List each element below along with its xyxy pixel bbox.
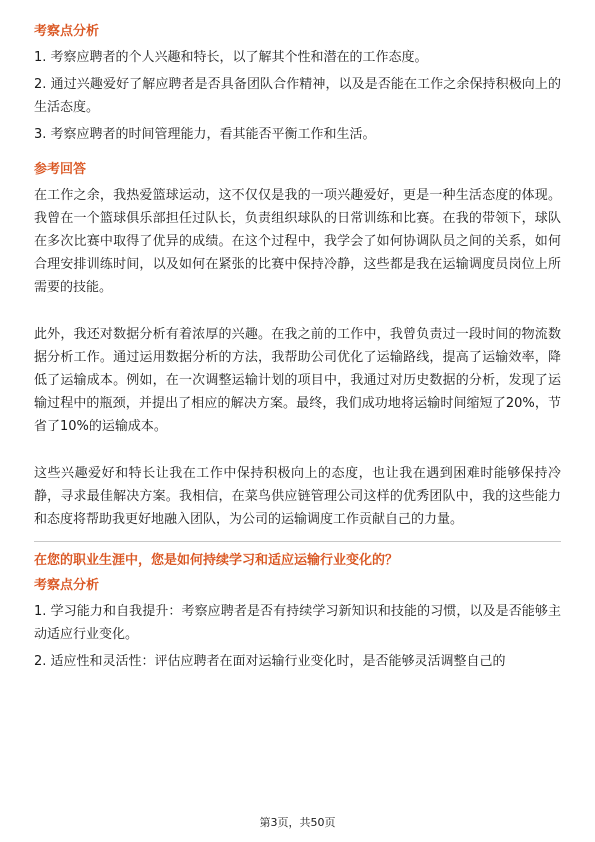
analysis-point: 3. 考察应聘者的时间管理能力，看其能否平衡工作和生活。 xyxy=(34,127,376,142)
page-footer: 第3页，共50页 xyxy=(259,816,336,829)
document-page xyxy=(34,22,561,677)
analysis-point: 2. 通过兴趣爱好了解应聘者是否具备团队合作精神，以及是否能在工作之余保持积极向上的生活态度。 xyxy=(34,77,561,115)
answer-paragraph: 此外，我还对数据分析有着浓厚的兴趣。在我之前的工作中，我曾负责过一段时间的物流数据分析工作。通过运用数据分析的方法，我帮助公司优化了运输路线，提高了运输效率，降低了运输成本。例如，在一次调整运输计划的项目中，我通过对历史数据的分析，发现了运输过程中的瓶颈，并提出了相应的解决方案。最终，我们成功地将运输时间缩短了20%，节省了10%的运输成本。 xyxy=(34,327,561,434)
analysis-point: 1. 考察应聘者的个人兴趣和特长，以了解其个性和潜在的工作态度。 xyxy=(34,50,428,65)
answer-paragraph: 这些兴趣爱好和特长让我在工作中保持积极向上的态度，也让我在遇到困难时能够保持冷静，寻求最佳解决方案。我相信，在菜鸟供应链管理公司这样的优秀团队中，我的这些能力和态度将帮助我更好地融入团队，为公司的运输调度工作贡献自己的力量。 xyxy=(34,466,561,527)
analysis-point: 2. 适应性和灵活性：评估应聘者在面对运输行业变化时，是否能够灵活调整自己的 xyxy=(34,654,506,669)
analysis-heading: 考察点分析 xyxy=(34,578,100,593)
question-title: 在您的职业生涯中，您是如何持续学习和适应运输行业变化的？ xyxy=(34,553,399,568)
analysis-heading: 考察点分析 xyxy=(34,24,100,39)
analysis-point: 1. 学习能力和自我提升：考察应聘者是否有持续学习新知识和技能的习惯，以及是否能够主动适应行业变化。 xyxy=(34,604,561,642)
section-divider xyxy=(34,541,561,542)
answer-paragraph: 在工作之余，我热爱篮球运动，这不仅仅是我的一项兴趣爱好，更是一种生活态度的体现。我曾在一个篮球俱乐部担任过队长，负责组织球队的日常训练和比赛。在我的带领下，球队在多次比赛中取得了优异的成绩。在这个过程中，我学会了如何协调队员之间的关系，如何合理安排训练时间，以及如何在紧张的比赛中保持冷静，这些都是我在运输调度员岗位上所需要的技能。 xyxy=(34,188,561,295)
answer-heading: 参考回答 xyxy=(34,162,87,177)
